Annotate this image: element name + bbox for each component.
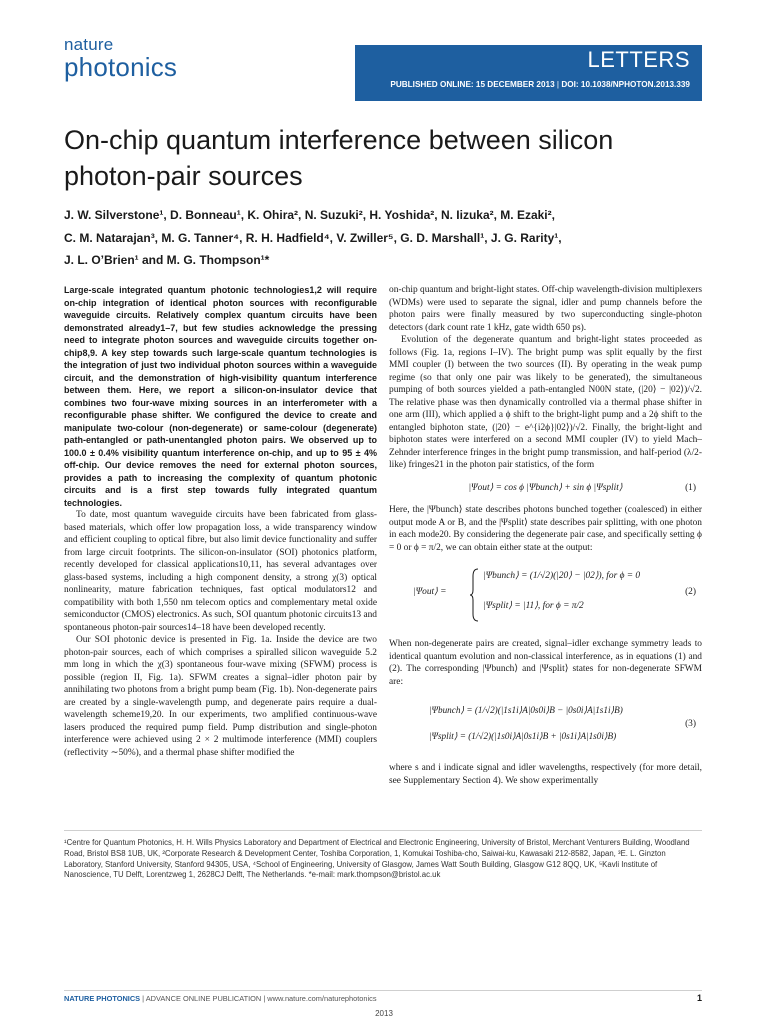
section-label: LETTERS: [587, 47, 690, 72]
equation-number: (3): [685, 719, 696, 729]
doi-link[interactable]: DOI: 10.1038/NPHOTON.2013.339: [561, 80, 690, 89]
footer-divider: [64, 990, 702, 991]
right-column: [389, 284, 702, 787]
title-line: On-chip quantum interference between silicon: [64, 125, 614, 155]
equation-1: [389, 482, 702, 495]
body-paragraph: Our SOI photonic device is presented in Fig. 1a. Inside the device are two photon-pair sources, each of which comprises a spiralled silicon waveguide 5.2 mm long in which the χ(3) spontaneous four-wave mixing (SFWM) process is possible (region II, Fig. 1a). SFWM creates a signal–idler photon pair by annihilating two photons from a bright pump beam (Fig. 1b). Non-degenerate pairs are created by a single-wavelength pump, and degenerate pairs require a dual-wavelength scheme19,20. In our experiments, two amplified continuous-wave lasers produced the required pump field. Pump distribution and single-photon interference were achieved using 2 × 2 multimode interference (MMI) couplers (reflectivity ∼50%), and a thermal phase shifter modified the: [64, 635, 377, 758]
page-footer: [64, 994, 377, 1003]
logo-nature: nature: [64, 35, 114, 54]
journal-logo[interactable]: [64, 36, 177, 81]
page-number: 1: [696, 993, 702, 1003]
equation-text: |Ψout⟩ = cos ϕ |Ψbunch⟩ + sin ϕ |Ψsplit⟩: [468, 482, 623, 493]
equation-number: (1): [685, 482, 696, 493]
footer-publication[interactable]: | ADVANCE ONLINE PUBLICATION | www.nature.com/naturephotonics: [140, 994, 377, 1003]
published-date: PUBLISHED ONLINE: 15 DECEMBER 2013: [390, 80, 555, 89]
equation-row: |Ψsplit⟩ = |11⟩, for ϕ = π/2: [483, 601, 584, 611]
abstract: Large-scale integrated quantum photonic technologies1,2 will require on-chip integration of identical photon sources with reconfigurable waveguide circuits. Relatively complex quantum circuits have been demonstrated already1–7, but few studies acknowledge the pressing need to integrate photon sources and waveguide circuits together on-chip8,9. A key step towards such large-scale quantum technologies is the integration of just two individual photon sources within a waveguide circuit, and the demonstration of high-visibility quantum interference between them. Here, we report a silicon-on-insulator device that combines two four-wave mixing sources in an interferometer with a reconfigurable phase shifter. We configured the device to create and manipulate two-colour (non-degenerate) or same-colour (degenerate) path-entangled or path-unentangled photon pairs. We observed up to 100.0 ± 0.4% visibility quantum interference on-chip, and up to 95 ± 4% off-chip. Our device removes the need for external photon sources, provides a path to increasing the complexity of quantum photonic circuits and is a first step towards fully integrated quantum technologies.: [64, 285, 377, 508]
body-paragraph: To date, most quantum waveguide circuits have been fabricated from glass-based materials, which offer low propagation loss, a wide transparency window and efficient coupling to optical fibre, but also limit device functionality and suffer from large circuit footprints. The silicon-on-insulator (SOI) photonics platform, recently developed for classical applications10,11, has several advantages over glass-based systems, including a high component density, a strong χ(3) optical nonlinearity, mature fabrication techniques, fast optical modulators12 and compatibility with both 1,550 nm telecom optics and complementary metal oxide semiconductor (CMOS) electronics. As such, SOI quantum photonic circuits13 and spontaneous photon-pair sources14–18 have been developed recently.: [64, 510, 377, 633]
footer-journal[interactable]: NATURE PHOTONICS: [64, 994, 141, 1003]
divider: [64, 830, 702, 831]
publication-info: [355, 80, 690, 89]
title-line: photon-pair sources: [64, 161, 303, 191]
body-paragraph: where s and i indicate signal and idler wavelengths, respectively (for more detail, see Supplementary Section 4). We show experimentally: [389, 763, 702, 786]
authors-line: C. M. Natarajan³, M. G. Tanner⁴, R. H. Hadfield⁴, V. Zwiller⁵, G. D. Marshall¹, J. G. Rarity¹,: [64, 230, 562, 245]
section-banner: [355, 45, 702, 101]
body-paragraph: on-chip quantum and bright-light states. Off-chip wavelength-division multiplexers (WDMs) were used to separate the signal, idler and pump channels before the photon pairs were finally measured by two superconducting single-photon detectors (dark count rate 1 kHz, gate width 650 ps).: [389, 285, 702, 333]
equation-row: |Ψbunch⟩ = (1/√2)(|20⟩ − |02⟩), for ϕ = 0: [483, 571, 641, 581]
affiliations: ¹Centre for Quantum Photonics, H. H. Wills Physics Laboratory and Department of Electrical and Electronic Engineering, University of Bristol, Merchant Venturers Building, Woodland Road, Bristol BS8 1UB, UK, ²Corporate Research & Development Center, Toshiba Corporation, 1, Komukai Toshiba-cho, Saiwai-ku, Kawasaki 212-8582, Japan, ³E. L. Ginzton Laboratory, Stanford University, Stanford 94305, USA, ⁴School of Engineering, University of Glasgow, James Watt South Building, Glasgow G12 8QQ, UK, ⁵Kavli Institute of Nanoscience, TU Delft, Lorentzweg 1, 2628CJ Delft, The Netherlands. *e-mail: mark.thompson@bristol.ac.uk: [64, 838, 690, 880]
equation-number: (2): [685, 587, 696, 597]
article-title: [64, 122, 714, 194]
equation-row: |Ψsplit⟩ = (1/√2)(|1s0i⟩A|0s1i⟩B + |0s1i⟩A|1s0i⟩B): [429, 731, 617, 741]
logo-photonics: photonics: [64, 52, 178, 82]
authors-line: J. W. Silverstone¹, D. Bonneau¹, K. Ohira², N. Suzuki², H. Yoshida², N. Iizuka², M. Ezaki²,: [64, 208, 555, 222]
left-column: [64, 284, 377, 759]
body-paragraph: Here, the |Ψbunch⟩ state describes photons bunched together (coalesced) in either output mode A or B, and the |Ψsplit⟩ state describes pair splitting, with one photon in each mode20. By considering the degenerate pair case, and specifically setting ϕ = 0 or ϕ = π/2, we can obtain either state at the output:: [389, 505, 702, 553]
brace-icon: [469, 568, 479, 622]
equation-3: [389, 698, 702, 754]
author-list: [64, 204, 714, 272]
authors-line: J. L. O’Brien¹ and M. G. Thompson¹*: [64, 253, 270, 267]
footer-year: 2013: [375, 1009, 393, 1018]
body-paragraph: When non-degenerate pairs are created, signal–idler exchange symmetry leads to identical quantum evolution and non-classical interference, as in equations (1) and (2). The corresponding |Ψbunch⟩ and |Ψsplit⟩ states for non-degenerate SFWM are:: [389, 639, 702, 687]
equation-row: |Ψbunch⟩ = (1/√2)(|1s1i⟩A|0s0i⟩B − |0s0i⟩A|1s1i⟩B): [429, 705, 623, 715]
body-paragraph: Evolution of the degenerate quantum and bright-light states proceeded as follows (Fig. 1a, regions I–IV). The bright pump was split equally by the first MMI coupler (I) between the two sources (II). By operating in the weak pump regime (so that only one pair was likely to be generated), the simultaneous pumping of both sources yielded a path-entangled N00N state, (|20⟩ − |02⟩)/√2. The relative phase was then dynamically controlled via a thermal phase shifter in one arm (III), which applied a ϕ shift to the bright-light pump and a 2ϕ shift to the entangled biphoton state, (|20⟩ − e^{i2ϕ}|02⟩)/√2. Finally, the bright-light and biphoton states were interfered on a second MMI coupler (IV) to yield Mach–Zehnder interference fringes in the bright pump transmission, and half-period (λ/2-like) fringes21 in the photon pair statistics, of the form: [389, 335, 702, 470]
equation-lhs: |Ψout⟩ =: [413, 587, 447, 597]
equation-2: [389, 564, 702, 626]
separator: |: [556, 80, 560, 89]
